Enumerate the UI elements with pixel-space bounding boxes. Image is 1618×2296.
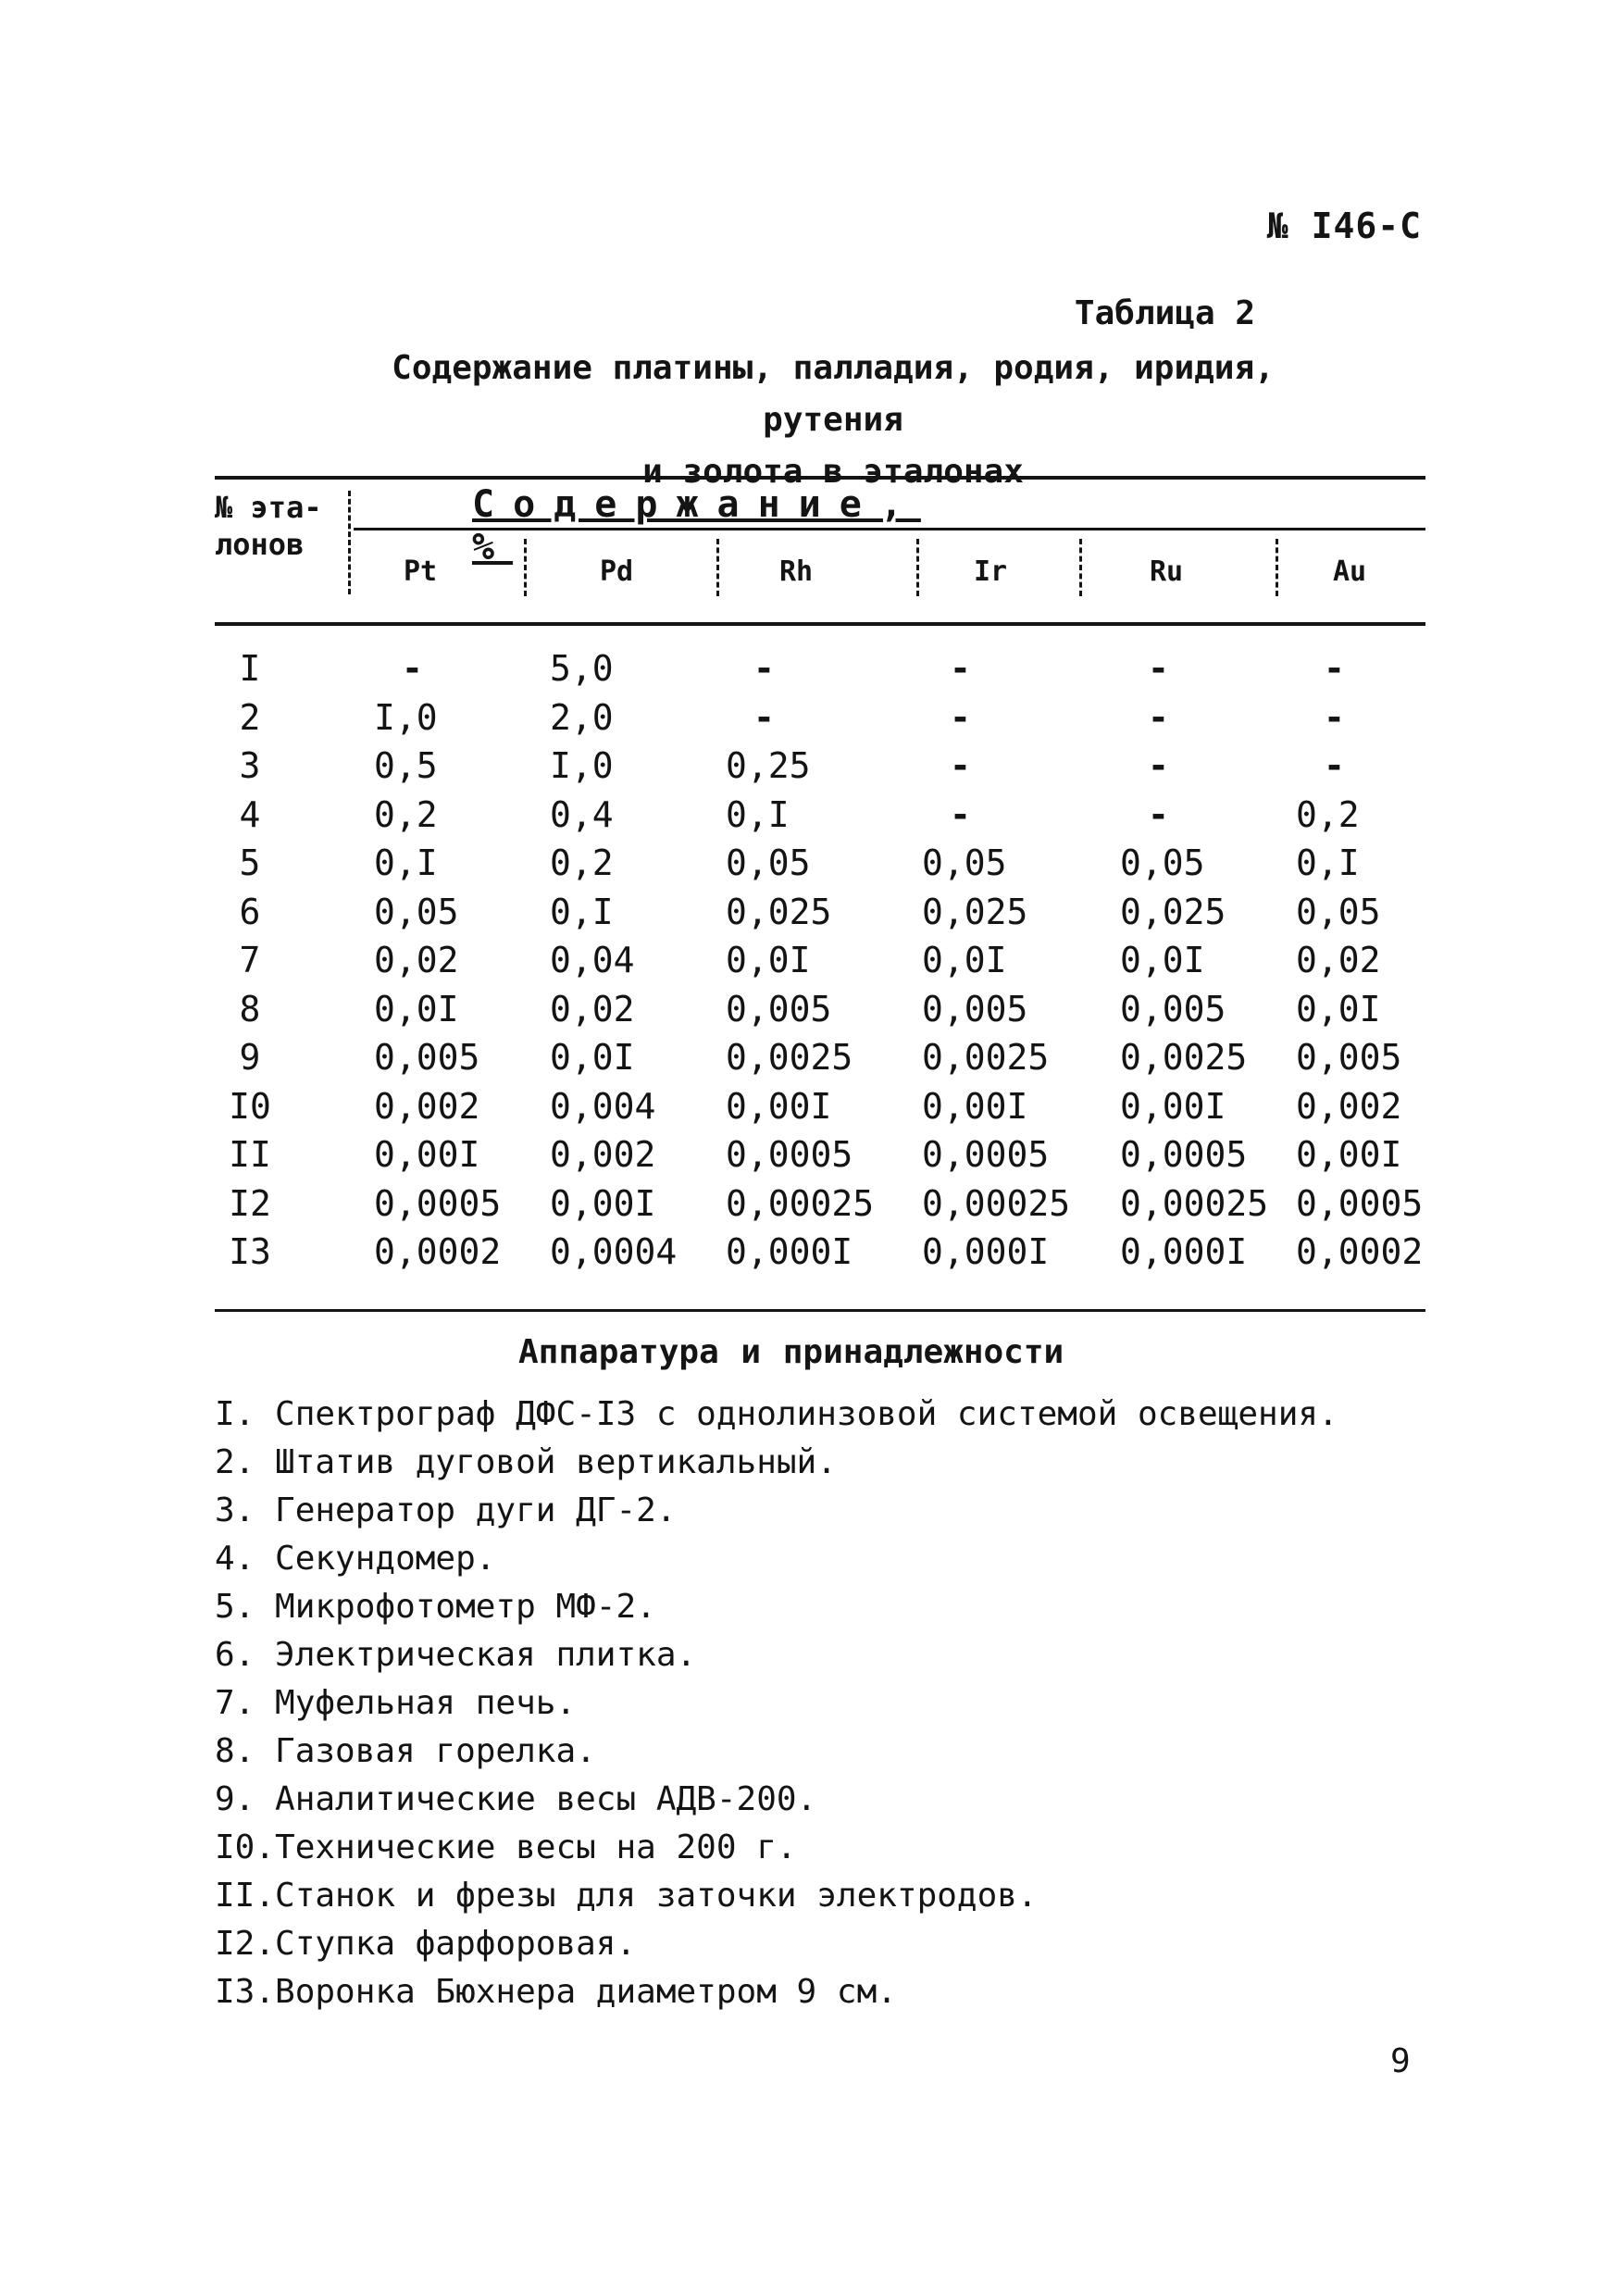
- apparatus-item: 4. Секундомер.: [215, 1540, 496, 1578]
- table-row: [0, 1086, 1618, 1132]
- content-cell-au: 0,05: [1296, 892, 1381, 932]
- content-cell-ir: 0,0I: [922, 940, 1007, 980]
- content-cell-pd: 0,0004: [550, 1231, 678, 1272]
- content-cell-pd: 0,04: [550, 940, 635, 980]
- element-header-ir: Ir: [973, 555, 1008, 588]
- standard-number-cell: II: [229, 1134, 271, 1175]
- element-separator: [524, 539, 532, 596]
- content-cell-pt: 0,0I: [374, 989, 459, 1029]
- content-cell-ru: 0,025: [1120, 892, 1226, 932]
- content-cell-rh: 0,005: [726, 989, 832, 1029]
- standard-number-cell: I0: [229, 1086, 271, 1127]
- apparatus-item: I. Спектрограф ДФС-I3 с однолинзовой системой освещения.: [215, 1395, 1338, 1433]
- content-heading-rule: [354, 528, 1425, 530]
- apparatus-item: I2.Ступка фарфоровая.: [215, 1925, 637, 1963]
- content-cell-pd: 0,02: [550, 989, 635, 1029]
- table-header-rule: [215, 622, 1425, 626]
- content-cell-ir: 0,05: [922, 842, 1007, 883]
- content-cell-rh: -: [753, 697, 775, 738]
- apparatus-item: 6. Электрическая плитка.: [215, 1636, 697, 1674]
- content-cell-ir: 0,005: [922, 989, 1028, 1029]
- content-cell-ru: 0,0005: [1120, 1134, 1248, 1175]
- content-cell-ir: 0,000I: [922, 1231, 1050, 1272]
- content-cell-pt: 0,00I: [374, 1134, 480, 1175]
- apparatus-item: 8. Газовая горелка.: [215, 1732, 596, 1770]
- content-cell-ru: 0,00I: [1120, 1086, 1226, 1127]
- content-cell-ru: 0,05: [1120, 842, 1205, 883]
- standard-number-cell: I: [239, 648, 261, 689]
- apparatus-item: 2. Штатив дуговой вертикальный.: [215, 1443, 837, 1481]
- content-cell-rh: 0,000I: [726, 1231, 853, 1272]
- table-row: [0, 989, 1618, 1035]
- content-cell-au: 0,00I: [1296, 1134, 1402, 1175]
- apparatus-title: Аппаратура и принадлежности: [518, 1333, 1064, 1371]
- content-cell-rh: 0,025: [726, 892, 832, 932]
- content-cell-au: 0,I: [1296, 842, 1360, 883]
- content-cell-rh: -: [753, 648, 775, 689]
- table-row: [0, 940, 1618, 986]
- standard-number-cell: I3: [229, 1231, 271, 1272]
- table-title: [315, 343, 1351, 498]
- table-row: [0, 648, 1618, 694]
- content-cell-rh: 0,00025: [726, 1183, 875, 1224]
- content-cell-pt: 0,0002: [374, 1231, 502, 1272]
- content-cell-pt: I,0: [374, 697, 438, 738]
- content-cell-pd: 0,002: [550, 1134, 656, 1175]
- content-cell-pd: 0,I: [550, 892, 614, 932]
- standard-number-cell: 2: [239, 697, 261, 738]
- apparatus-item: II.Станок и фрезы для заточки электродов.: [215, 1877, 1038, 1915]
- content-cell-pd: 0,00I: [550, 1183, 656, 1224]
- apparatus-item: I0.Технические весы на 200 г.: [215, 1828, 797, 1866]
- content-cell-pt: -: [402, 648, 423, 689]
- content-cell-au: 0,005: [1296, 1037, 1402, 1078]
- content-cell-pd: I,0: [550, 745, 614, 786]
- content-cell-pt: 0,0005: [374, 1183, 502, 1224]
- content-cell-au: 0,0002: [1296, 1231, 1424, 1272]
- element-header-rh: Rh: [778, 555, 814, 588]
- content-cell-ru: 0,0025: [1120, 1037, 1248, 1078]
- content-cell-pd: 5,0: [550, 648, 614, 689]
- content-cell-pd: 0,2: [550, 842, 614, 883]
- content-cell-rh: 0,25: [726, 745, 811, 786]
- apparatus-item: 3. Генератор дуги ДГ-2.: [215, 1491, 677, 1529]
- content-cell-ir: 0,025: [922, 892, 1028, 932]
- content-cell-pt: 0,05: [374, 892, 459, 932]
- element-separator: [716, 539, 725, 596]
- content-cell-pt: 0,02: [374, 940, 459, 980]
- apparatus-item: 9. Аналитические весы АДВ-200.: [215, 1780, 817, 1818]
- content-cell-au: 0,02: [1296, 940, 1381, 980]
- content-cell-rh: 0,00I: [726, 1086, 832, 1127]
- content-cell-ru: 0,005: [1120, 989, 1226, 1029]
- element-separator: [1079, 539, 1088, 596]
- standard-col-separator: [348, 491, 356, 594]
- content-cell-ru: -: [1148, 794, 1169, 835]
- content-cell-pt: 0,2: [374, 794, 438, 835]
- content-cell-pd: 0,4: [550, 794, 614, 835]
- content-cell-rh: 0,I: [726, 794, 790, 835]
- standard-number-cell: I2: [229, 1183, 271, 1224]
- standard-number-cell: 9: [239, 1037, 261, 1078]
- content-cell-pt: 0,005: [374, 1037, 480, 1078]
- standard-number-cell: 6: [239, 892, 261, 932]
- page-number: 9: [1390, 2042, 1411, 2080]
- content-cell-ir: 0,0025: [922, 1037, 1050, 1078]
- doc-number: № I46-С: [1266, 206, 1422, 246]
- table-label: Таблица 2: [1074, 294, 1255, 332]
- content-cell-au: 0,002: [1296, 1086, 1402, 1127]
- standard-number-cell: 5: [239, 842, 261, 883]
- content-cell-rh: 0,0I: [726, 940, 811, 980]
- apparatus-item: I3.Воронка Бюхнера диаметром 9 см.: [215, 1973, 897, 2011]
- content-cell-rh: 0,0005: [726, 1134, 853, 1175]
- content-cell-ru: -: [1148, 697, 1169, 738]
- content-cell-au: 0,0I: [1296, 989, 1381, 1029]
- col-header-standard-no-line-2: лонов: [215, 527, 305, 562]
- table-row: [0, 892, 1618, 938]
- element-separator: [1276, 539, 1284, 596]
- content-cell-ir: -: [950, 794, 971, 835]
- table-bottom-rule: [215, 1309, 1425, 1312]
- content-cell-ir: 0,00025: [922, 1183, 1071, 1224]
- content-cell-au: -: [1324, 648, 1345, 689]
- content-cell-ir: -: [950, 745, 971, 786]
- standard-number-cell: 8: [239, 989, 261, 1029]
- content-cell-au: -: [1324, 745, 1345, 786]
- element-header-pd: Pd: [599, 555, 634, 588]
- content-cell-au: 0,0005: [1296, 1183, 1424, 1224]
- table-row: [0, 794, 1618, 841]
- table-row: [0, 1037, 1618, 1083]
- apparatus-item: 5. Микрофотометр МФ-2.: [215, 1588, 656, 1626]
- content-cell-au: 0,2: [1296, 794, 1360, 835]
- content-cell-ir: 0,0005: [922, 1134, 1050, 1175]
- table-row: [0, 697, 1618, 743]
- element-header-pt: Pt: [403, 555, 438, 588]
- content-cell-ir: -: [950, 697, 971, 738]
- content-cell-pd: 2,0: [550, 697, 614, 738]
- content-cell-ru: -: [1148, 745, 1169, 786]
- content-cell-rh: 0,0025: [726, 1037, 853, 1078]
- element-header-au: Au: [1332, 555, 1367, 588]
- table-row: [0, 1183, 1618, 1229]
- content-cell-pt: 0,5: [374, 745, 438, 786]
- content-cell-pd: 0,0I: [550, 1037, 635, 1078]
- content-cell-pd: 0,004: [550, 1086, 656, 1127]
- table-row: [0, 842, 1618, 889]
- table-title-line-1: Содержание платины, палладия, родия, иридия, рутения: [392, 349, 1275, 439]
- apparatus-list: [215, 1391, 1418, 2016]
- element-header-ru: Ru: [1149, 555, 1184, 588]
- content-cell-ir: -: [950, 648, 971, 689]
- content-cell-pt: 0,I: [374, 842, 438, 883]
- col-header-standard-no: [215, 489, 322, 563]
- apparatus-item: 7. Муфельная печь.: [215, 1684, 577, 1722]
- content-cell-ru: 0,0I: [1120, 940, 1205, 980]
- content-cell-ru: 0,00025: [1120, 1183, 1269, 1224]
- content-cell-ir: 0,00I: [922, 1086, 1028, 1127]
- table-row: [0, 1134, 1618, 1180]
- content-cell-au: -: [1324, 697, 1345, 738]
- content-cell-rh: 0,05: [726, 842, 811, 883]
- col-header-standard-no-line-1: № эта-: [215, 490, 322, 525]
- table-row: [0, 1231, 1618, 1278]
- table-top-rule: [215, 476, 1425, 480]
- table-title-line-2: и золота в эталонах: [642, 453, 1024, 491]
- table-row: [0, 745, 1618, 792]
- standard-number-cell: 3: [239, 745, 261, 786]
- content-cell-ru: -: [1148, 648, 1169, 689]
- standard-number-cell: 7: [239, 940, 261, 980]
- content-cell-ru: 0,000I: [1120, 1231, 1248, 1272]
- element-separator: [916, 539, 925, 596]
- standard-number-cell: 4: [239, 794, 261, 835]
- content-heading: Содержание, %: [472, 483, 921, 568]
- content-cell-pt: 0,002: [374, 1086, 480, 1127]
